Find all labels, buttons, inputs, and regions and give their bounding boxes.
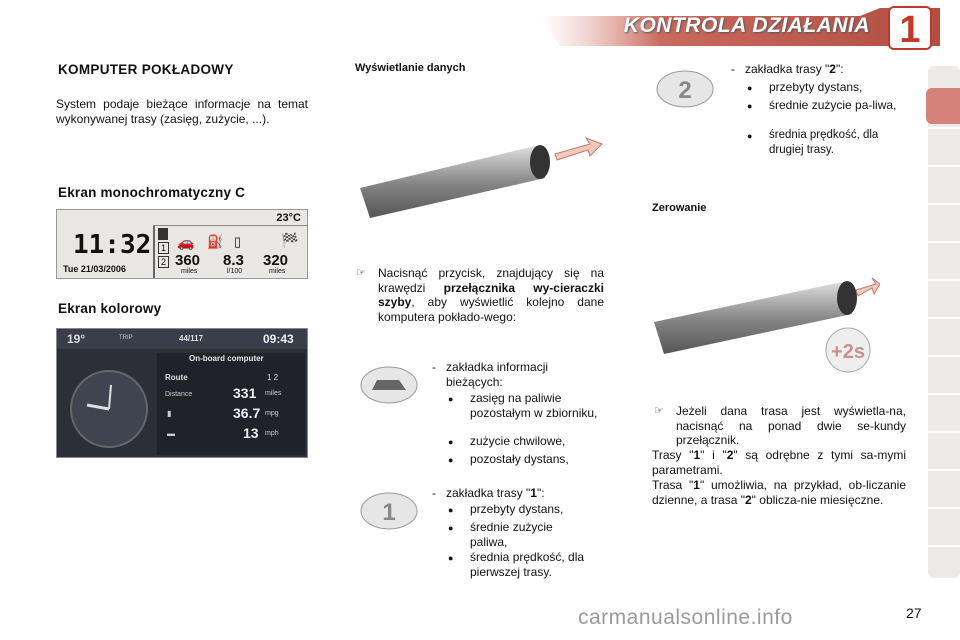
tab2-label: - zakładka trasy "2": (745, 62, 844, 77)
instruction-text: ☞ Nacisnąć przycisk, znajdujący się na krawędzi przełącznika wy-cieraczki szyby, aby wyświetlić kolejno dane komputera pokłado-wego: (378, 266, 604, 324)
tab-info-item: ● zasięg na paliwie pozostałym w zbiorniku, (470, 391, 600, 420)
tab1-item: ● średnia prędkość, dla pierwszej trasy. (470, 550, 605, 579)
analog-clock-icon (67, 367, 151, 451)
active-chapter-tab (926, 88, 960, 124)
car-icon: 🚗 (177, 234, 195, 250)
mono-screen-heading: Ekran monochromatyczny C (58, 185, 246, 200)
hold-2s-badge: +2s (831, 341, 865, 363)
clock: 11:32 (73, 230, 152, 260)
tab2-item: ● średnie zużycie pa-liwa, (769, 98, 905, 113)
reset-instruction: ☞ Jeżeli dana trasa jest wyświetla-na, nacisnąć na ponad dwie se-kundy przełącznik. (676, 404, 906, 448)
tab1-item: ● średnie zużycie paliwa, (470, 520, 580, 549)
pump-icon: ▯ (234, 234, 242, 249)
watermark: carmanualsonline.info (578, 606, 793, 629)
monochrome-display: 23°C 11:32 Tue 21/03/2006 1 2 🚗 ⛽ ▯ 🏁 360 miles 8.3 l/100 320 miles (56, 209, 308, 279)
trip-2-icon (656, 70, 714, 108)
trips-example: Trasa "1" umożliwia, na przykład, ob-liczanie dzienne, a trasa "2" oblicza-nie miesięczne. (652, 478, 907, 507)
page-title: KONTROLA DZIAŁANIA (623, 14, 870, 37)
trips-note: Trasy "1" i "2" są odrębne z tymi sa-mymi parametrami. (652, 448, 906, 477)
tab1-label: - zakładka trasy "1": (446, 486, 545, 501)
color-display: 19° TRIP 44/117 09:43 On-board computer Route 1 2 Distance 331 miles ▮ 36.7 mpg ▬ 13 mph (56, 328, 308, 458)
car-info-icon (360, 366, 418, 404)
color-screen-heading: Ekran kolorowy (58, 301, 162, 316)
tab2-item: ● przebyty dystans, (769, 80, 862, 95)
wiper-stalk-reset-illustration (650, 270, 880, 380)
tab-info-label: - zakładka informacji bieżących: (446, 360, 596, 389)
reset-heading: Zerowanie (652, 202, 707, 214)
chapter-index-rail (928, 66, 960, 578)
wiper-stalk-illustration (350, 128, 608, 228)
page-number: 27 (906, 605, 922, 621)
tab-info-item: ● pozostały dystans, (470, 452, 569, 467)
trip-1-icon (360, 492, 418, 530)
tab2-item: ● średnia prędkość, dla drugiej trasy. (769, 128, 909, 157)
tab-info-item: ● zużycie chwilowe, (470, 434, 565, 449)
display-heading: Wyświetlanie danych (355, 62, 466, 74)
checkered-flag-icon: 🏁 (281, 232, 299, 248)
svg-text:2: 2 (678, 77, 692, 104)
fuel-icon: ▮ (167, 409, 172, 418)
intro-paragraph: System podaje bieżące informacje na temat wykonywanej trasy (zasięg, zużycie, ...). (56, 97, 308, 126)
car-speed-icon: ▬ (167, 429, 175, 438)
fuel-can-icon: ⛽ (207, 234, 224, 249)
date: Tue 21/03/2006 (63, 264, 126, 274)
fuel-pump-icon (158, 228, 168, 240)
chapter-number: 1 (888, 6, 932, 50)
tab1-item: ● przebyty dystans, (470, 502, 563, 517)
section-heading: KOMPUTER POKŁADOWY (58, 62, 234, 77)
svg-text:1: 1 (382, 499, 396, 526)
